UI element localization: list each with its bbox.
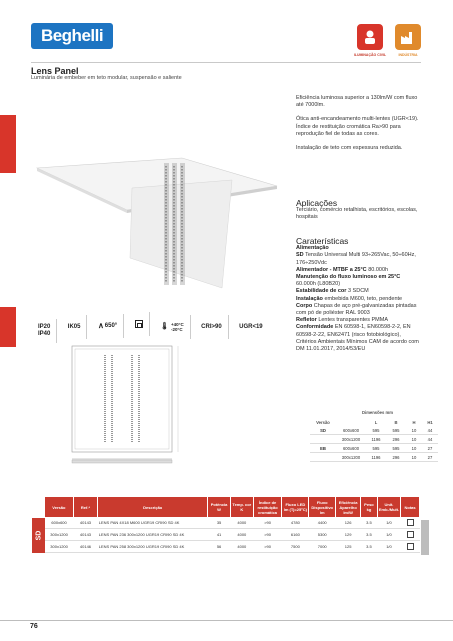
side-strip (421, 520, 429, 555)
char-item: Instalação embebida M600, teto, pendente (296, 295, 403, 302)
table-row: 300x1200 1196 296 10 44 (310, 435, 438, 444)
char-item: Refletor Lentes transparentes PMMA (296, 317, 389, 324)
feature-icons-row (32, 312, 282, 336)
table-row: 300x1200 40146 LENS PAN 258 300x1200 UGR19 CRI90 SD 4K 56 4000 >90 7500 7000 125 3.5 1/0 (45, 541, 420, 553)
description-para: Instalação de teto com espessura reduzida. (296, 145, 403, 152)
cri-icon: CRI>90 (195, 315, 229, 339)
description-block (296, 95, 421, 152)
description-para: Ótica anti-encandeamento multi-lentes (UGR<19). Índice de restituição cromática Ra>90 para reprodução fiel de todas as cores. (296, 116, 419, 137)
table-row: 300x1200 40143 LENS PAN 236 300x1200 UGR19 CRI90 SD 4K 41 4000 >90 6160 5300 129 3.5 1/0 (45, 529, 420, 541)
char-item: Conformidade EN 60598-1, EN60598-2-2, EN 60598-2-22, EN62471 (risco fotobiológico), Critérios Ambientais Mínimos CAM de acordo com DM 11.01.2017, 2014/53/EU (296, 324, 419, 353)
side-tab (0, 115, 16, 173)
glow-wire-icon: ∧ 650° (92, 314, 124, 338)
table-row: EB 600x600 595 595 10 27 (310, 444, 438, 453)
table-row: 300x1200 1196 296 10 27 (310, 453, 438, 462)
header-divider (31, 62, 421, 63)
table-header: Versão Ref.* Descrição Potência W Temp. cor K Índice de restituição cromática Fluxo LED lm (Tj=25°C) Fluxo Dispositivo lm Eficiência Aparelho lm/W Peso kg Unit. Emb./Mult. Notas (45, 497, 420, 517)
char-item: Alimentação (296, 245, 329, 252)
char-item: Estabilidade de cor 3 SDCM (296, 288, 369, 295)
applications-title: Aplicações (296, 198, 338, 208)
applications-text: Terciário, comércio retalhista, escritórios, escolas, hospitais (296, 207, 418, 221)
char-item: Alimentador - MTBF a 25°C 80.000h (296, 266, 389, 273)
ugr-icon: UGR<19 (239, 324, 263, 330)
note-icon (401, 529, 420, 541)
technical-drawing (60, 343, 190, 473)
product-title: Lens Panel (31, 66, 79, 76)
dimensions-title: Dimensões mm (362, 410, 393, 415)
note-icon (401, 517, 420, 529)
badge-caption-civil: ILUMINAÇÃO CIVIL (353, 53, 387, 57)
note-icon (401, 541, 420, 553)
ik-rating-icon: IK05 (62, 315, 88, 339)
footer-divider (0, 620, 453, 621)
page-number: 76 (30, 623, 38, 630)
char-item: SD Tensão Universal Multi 93÷265Vac, 50÷60Hz, 176÷250Vdc (296, 252, 416, 266)
description-para: Eficiência luminosa superior a 130lm/W com fluxo até 7000lm. (296, 95, 418, 109)
industry-icon (395, 24, 421, 50)
characteristics-title: Caraterísticas (296, 236, 349, 246)
char-item: Manutenção do fluxo luminoso em 25°C 60.000h (L80B20) (296, 274, 401, 288)
products-table (45, 497, 420, 553)
product-subtitle: Luminária de embeber em teto modular, suspensão e saliente (31, 75, 182, 81)
version-side-label: SD (32, 518, 45, 553)
char-item: Corpo Chapas de aço pré-galvanizadas pintadas com pó de poliéster RAL 9003 (296, 302, 417, 317)
product-image (32, 148, 282, 298)
badge-caption-industry: INDÚSTRIA (398, 53, 418, 57)
characteristics-block (296, 238, 421, 353)
applications-block (296, 200, 421, 222)
side-tab (0, 307, 16, 347)
ip-rating-icon: IP20 IP40 (32, 319, 57, 343)
dimensions-table: Versão L B H H1 SD 600x600 595 595 10 44 300x1200 1196 296 10 44 EB 600x600 595 595 10 27 300x1200 1196 296 10 27 (310, 418, 438, 462)
table-row: 600x600 40143 LENS PAN 4X18 M600 UGR19 CRI90 SD 4K 35 4000 >90 4780 4400 126 3.5 1/0 (45, 517, 420, 529)
civil-lighting-icon (357, 24, 383, 50)
temperature-icon: 🌡 +40°C -20°C (154, 315, 191, 339)
beghelli-logo: Beghelli (31, 23, 113, 49)
class-ii-icon (129, 312, 150, 336)
table-row: SD 600x600 595 595 10 44 (310, 426, 438, 435)
